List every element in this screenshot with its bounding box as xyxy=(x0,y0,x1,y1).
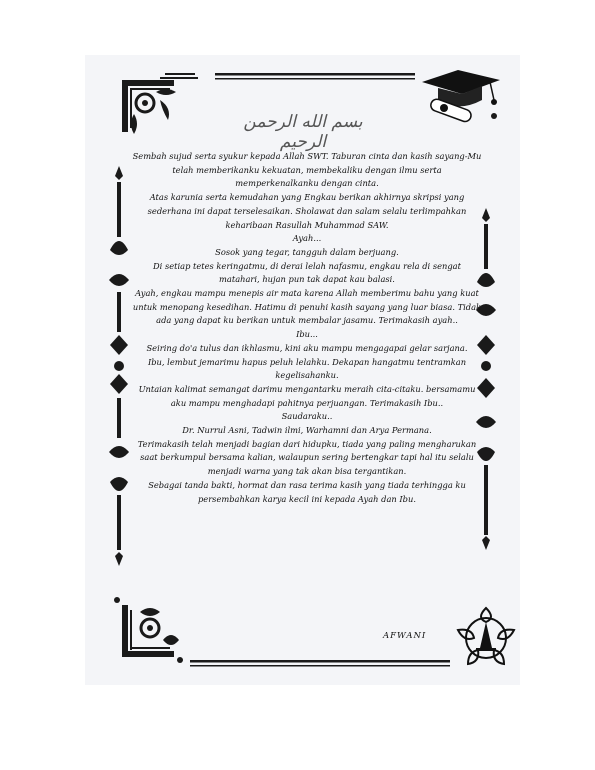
paragraph: Terimakasih telah menjadi bagian dari hidupku, tiada yang paling mengharukan saat berkumpul bersama kalian, walaupun sering bertengkar tapi hal itu selalu menjadi warna yang tak akan bisa tergantikan. xyxy=(137,438,477,477)
top-left-corner-ornament-icon xyxy=(122,73,198,134)
paragraph: Atas karunia serta kemudahan yang Engkau berikan akhirnya skripsi yang sederhana ini dapat terselesaikan. Sholawat dan salam selalu terlimpahkan keharibaan Rasullah Muhammad SAW. xyxy=(147,192,467,230)
paragraph: Sosok yang tegar, tangguh dalam berjuang. xyxy=(215,246,399,257)
paragraph: Sembah sujud serta syukur kepada Allah SWT. Taburan cinta dan kasih sayang-Mu telah memberikanku kekuatan, membekaliku dengan ilmu serta memperkenalkanku dengan cinta. xyxy=(132,151,482,189)
bottom-left-corner-ornament-icon xyxy=(114,597,183,663)
paragraph: Untaian kalimat semangat darimu mengantarku meraih cita-citaku. bersamamu aku mampu menghadapi pahitnya perjuangan. Terimakasih Ibu.. xyxy=(138,383,476,408)
heading-ibu: Ibu... xyxy=(296,329,318,340)
paragraph: Ayah, engkau mampu menepis air mata karena Allah memberimu bahu yang kuat untuk menopang kesedihan. Hatimu di penuhi kasih sayang yang luar biasa. Tidak ada yang dapat ku berikan untuk membalar jasamu. Terimakasih ayah.. xyxy=(132,288,482,326)
graduation-cap-icon xyxy=(420,68,502,128)
paragraph: Di setiap tetes keringatmu, di derai lelah nafasmu, engkau rela di sengat matahari, hujan pun tak dapat kau balasi. xyxy=(153,260,461,285)
paragraph: Sebagai tanda bakti, hormat dan rasa terima kasih yang tiada terhingga ku persembahkan karya kecil ini kepada Ayah dan Ibu. xyxy=(148,479,466,504)
dedication-text xyxy=(132,150,482,506)
heading-ayah: Ayah... xyxy=(292,233,322,244)
heading-saudaraku: Saudaraku.. xyxy=(281,411,333,422)
university-logo-icon xyxy=(452,604,520,672)
paragraph: Seiring do'a tulus dan ikhlasmu, kini aku mampu mengagapai gelar sarjana. xyxy=(146,342,468,353)
paragraph: Dr. Nurrul Asni, Tadwin ilmi, Warhamni dan Arya Permana. xyxy=(182,425,432,436)
paragraph: Ibu, lembut jemarimu hapus peluh lelahku. Dekapan hangatmu tentramkan kegelisahanku. xyxy=(147,356,467,381)
basmalah-calligraphy: بسم الله الرحمن الرحيم xyxy=(243,112,363,152)
signature: AFWANI xyxy=(383,631,427,641)
left-side-ornament-icon xyxy=(109,166,129,566)
